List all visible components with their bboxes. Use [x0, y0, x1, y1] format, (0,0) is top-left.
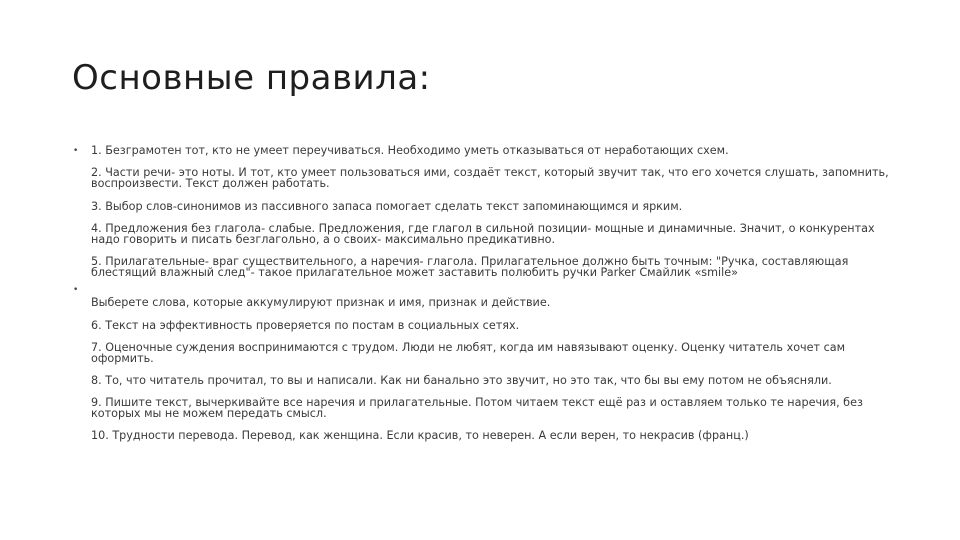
rule-item-words: Выберете слова, которые аккумулируют признак и имя, признак и действие.	[91, 296, 551, 309]
rule-item-6: 6. Текст на эффективность проверяется по постам в социальных сетях.	[91, 319, 520, 332]
rule-item-10: 10. Трудности перевода. Перевод, как женщина. Если красив, то неверен. А если верен, то некрасив (франц.)	[91, 429, 749, 442]
bullet-marker-2: •	[73, 285, 79, 295]
rule-item-3: 3. Выбор слов-синонимов из пассивного запаса помогает сделать текст запоминающимся и ярким.	[91, 200, 683, 213]
rule-item-2: 2. Части речи- это ноты. И тот, кто умеет пользоваться ими, создаёт текст, который звучит так, что его хочется слушать, запомнить, воспроизвести. Текст должен работать.	[91, 166, 889, 190]
rule-item-1: 1. Безграмотен тот, кто не умеет переучиваться. Необходимо уметь отказываться от неработающих схем.	[91, 144, 729, 157]
rule-item-7: 7. Оценочные суждения воспринимаются с трудом. Люди не любят, когда им навязывают оценку. Оценку читатель хочет сам оформить.	[91, 341, 846, 365]
rule-item-8: 8. То, что читатель прочитал, то вы и написали. Как ни банально это звучит, но это так, что бы вы ему потом не объясняли.	[91, 374, 832, 387]
slide-title: Основные правила:	[72, 58, 431, 98]
rule-item-4: 4. Предложения без глагола- слабые. Предложения, где глагол в сильной позиции- мощные и динамичные. Значит, о конкурентах надо говорить и писать безглагольно, а о своих- максимально предикативно.	[91, 222, 875, 246]
rule-item-5: 5. Прилагательные- враг существительного, а наречия- глагола. Прилагательное должно быть точным: "Ручка, составляющая блестящий влажный след"- такое прилагательное может заставить полюбить ручки Parker Смайлик «smile»	[91, 255, 849, 279]
bullet-marker-1: •	[73, 146, 79, 156]
rule-item-9: 9. Пишите текст, вычеркивайте все наречия и прилагательные. Потом читаем текст ещё раз и оставляем только те наречия, без которых мы не можем передать смысл.	[91, 396, 863, 420]
